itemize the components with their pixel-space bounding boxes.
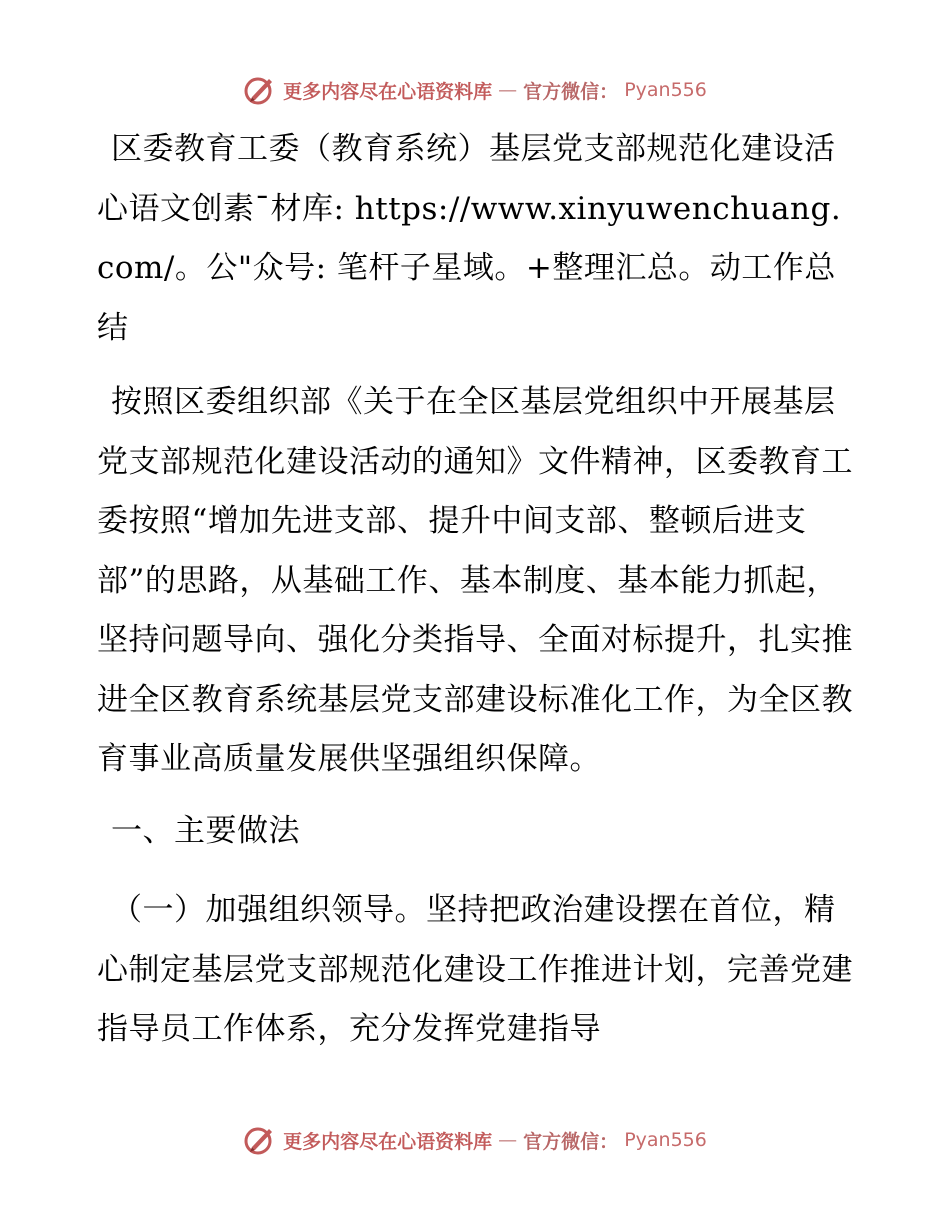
watermark-main-text: 更多内容尽在心语资料库 — [283, 1130, 493, 1153]
watermark-dash: — — [498, 79, 518, 101]
intro-paragraph: 按照区委组织部《关于在全区基层党组织中开展基层党支部规范化建设活动的通知》文件精神，区委教育工委按照“增加先进支部、提升中间支部、整顿后进支部”的思路，从基础工作、基本制度、基本能力抓起，坚持问题导向、强化分类指导、全面对标提升，扎实推进全区教育系统基层党支部建设标准化工作，为全区教育事业高质量发展供坚强组织保障。 — [97, 384, 853, 777]
subsection-paragraph: （一）加强组织领导。坚持把政治建设摆在首位，精心制定基层党支部规范化建设工作推进计划，完善党建指导员工作体系，充分发挥党建指导 — [97, 892, 853, 1047]
watermark-wechat-label: 官方微信： — [523, 1130, 619, 1153]
watermark-main-text: 更多内容尽在心语资料库 — [283, 80, 493, 103]
quill-logo-icon — [243, 73, 277, 107]
watermark-dash: — — [498, 1129, 518, 1151]
quill-logo-icon — [243, 1123, 277, 1157]
document-body — [97, 120, 857, 1072]
watermark-brand-footer — [243, 1123, 707, 1157]
watermark-handle: Pyan556 — [624, 79, 707, 101]
section-heading: 一、主要做法 — [111, 812, 300, 849]
watermark-brand — [243, 73, 707, 107]
footer-watermark — [0, 1120, 950, 1160]
header-watermark — [0, 70, 950, 110]
document-title: 区委教育工委（教育系统）基层党支部规范化建设活心语文创素¯材库: https://www.xinyuwenchuang.com/。公"众号: 笔杆子星域。+整理汇总。动工作总结 — [97, 131, 842, 346]
watermark-handle: Pyan556 — [624, 1129, 707, 1151]
watermark-wechat-label: 官方微信： — [523, 80, 619, 103]
